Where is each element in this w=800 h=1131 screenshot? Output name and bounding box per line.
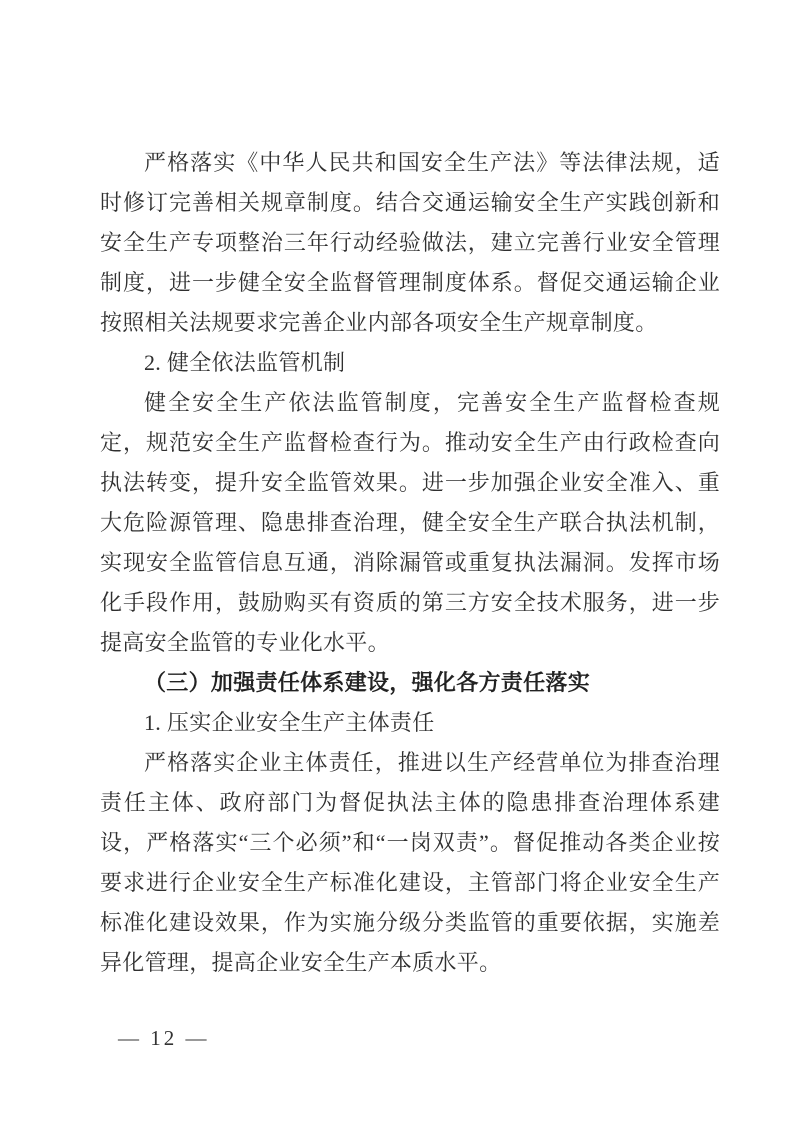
body-paragraph: 健全安全生产依法监管制度，完善安全生产监督检查规定，规范安全生产监督检查行为。推动安全生产由行政检查向执法转变，提升安全监管效果。进一步加强企业安全准入、重大危险源管理、隐患排查治理，健全安全生产联合执法机制，实现安全监管信息互通，消除漏管或重复执法漏洞。发挥市场化手段作用，鼓励购买有资质的第三方安全技术服务，进一步提高安全监管的专业化水平。 bbox=[100, 390, 720, 655]
numbered-subheading: 2. 健全依法监管机制 bbox=[144, 350, 346, 375]
section-heading: （三）加强责任体系建设，强化各方责任落实 bbox=[144, 670, 591, 695]
page-number: — 12 — bbox=[118, 1026, 210, 1050]
numbered-subheading: 1. 压实企业安全生产主体责任 bbox=[144, 710, 435, 735]
document-body bbox=[100, 143, 720, 983]
body-paragraph: 严格落实企业主体责任，推进以生产经营单位为排查治理责任主体、政府部门为督促执法主体的隐患排查治理体系建设，严格落实“三个必须”和“一岗双责”。督促推动各类企业按要求进行企业安全生产标准化建设，主管部门将企业安全生产标准化建设效果，作为实施分级分类监管的重要依据，实施差异化管理，提高企业安全生产本质水平。 bbox=[100, 750, 720, 975]
body-paragraph: 严格落实《中华人民共和国安全生产法》等法律法规，适时修订完善相关规章制度。结合交通运输安全生产实践创新和安全生产专项整治三年行动经验做法，建立完善行业安全管理制度，进一步健全安全监督管理制度体系。督促交通运输企业按照相关法规要求完善企业内部各项安全生产规章制度。 bbox=[100, 150, 720, 335]
